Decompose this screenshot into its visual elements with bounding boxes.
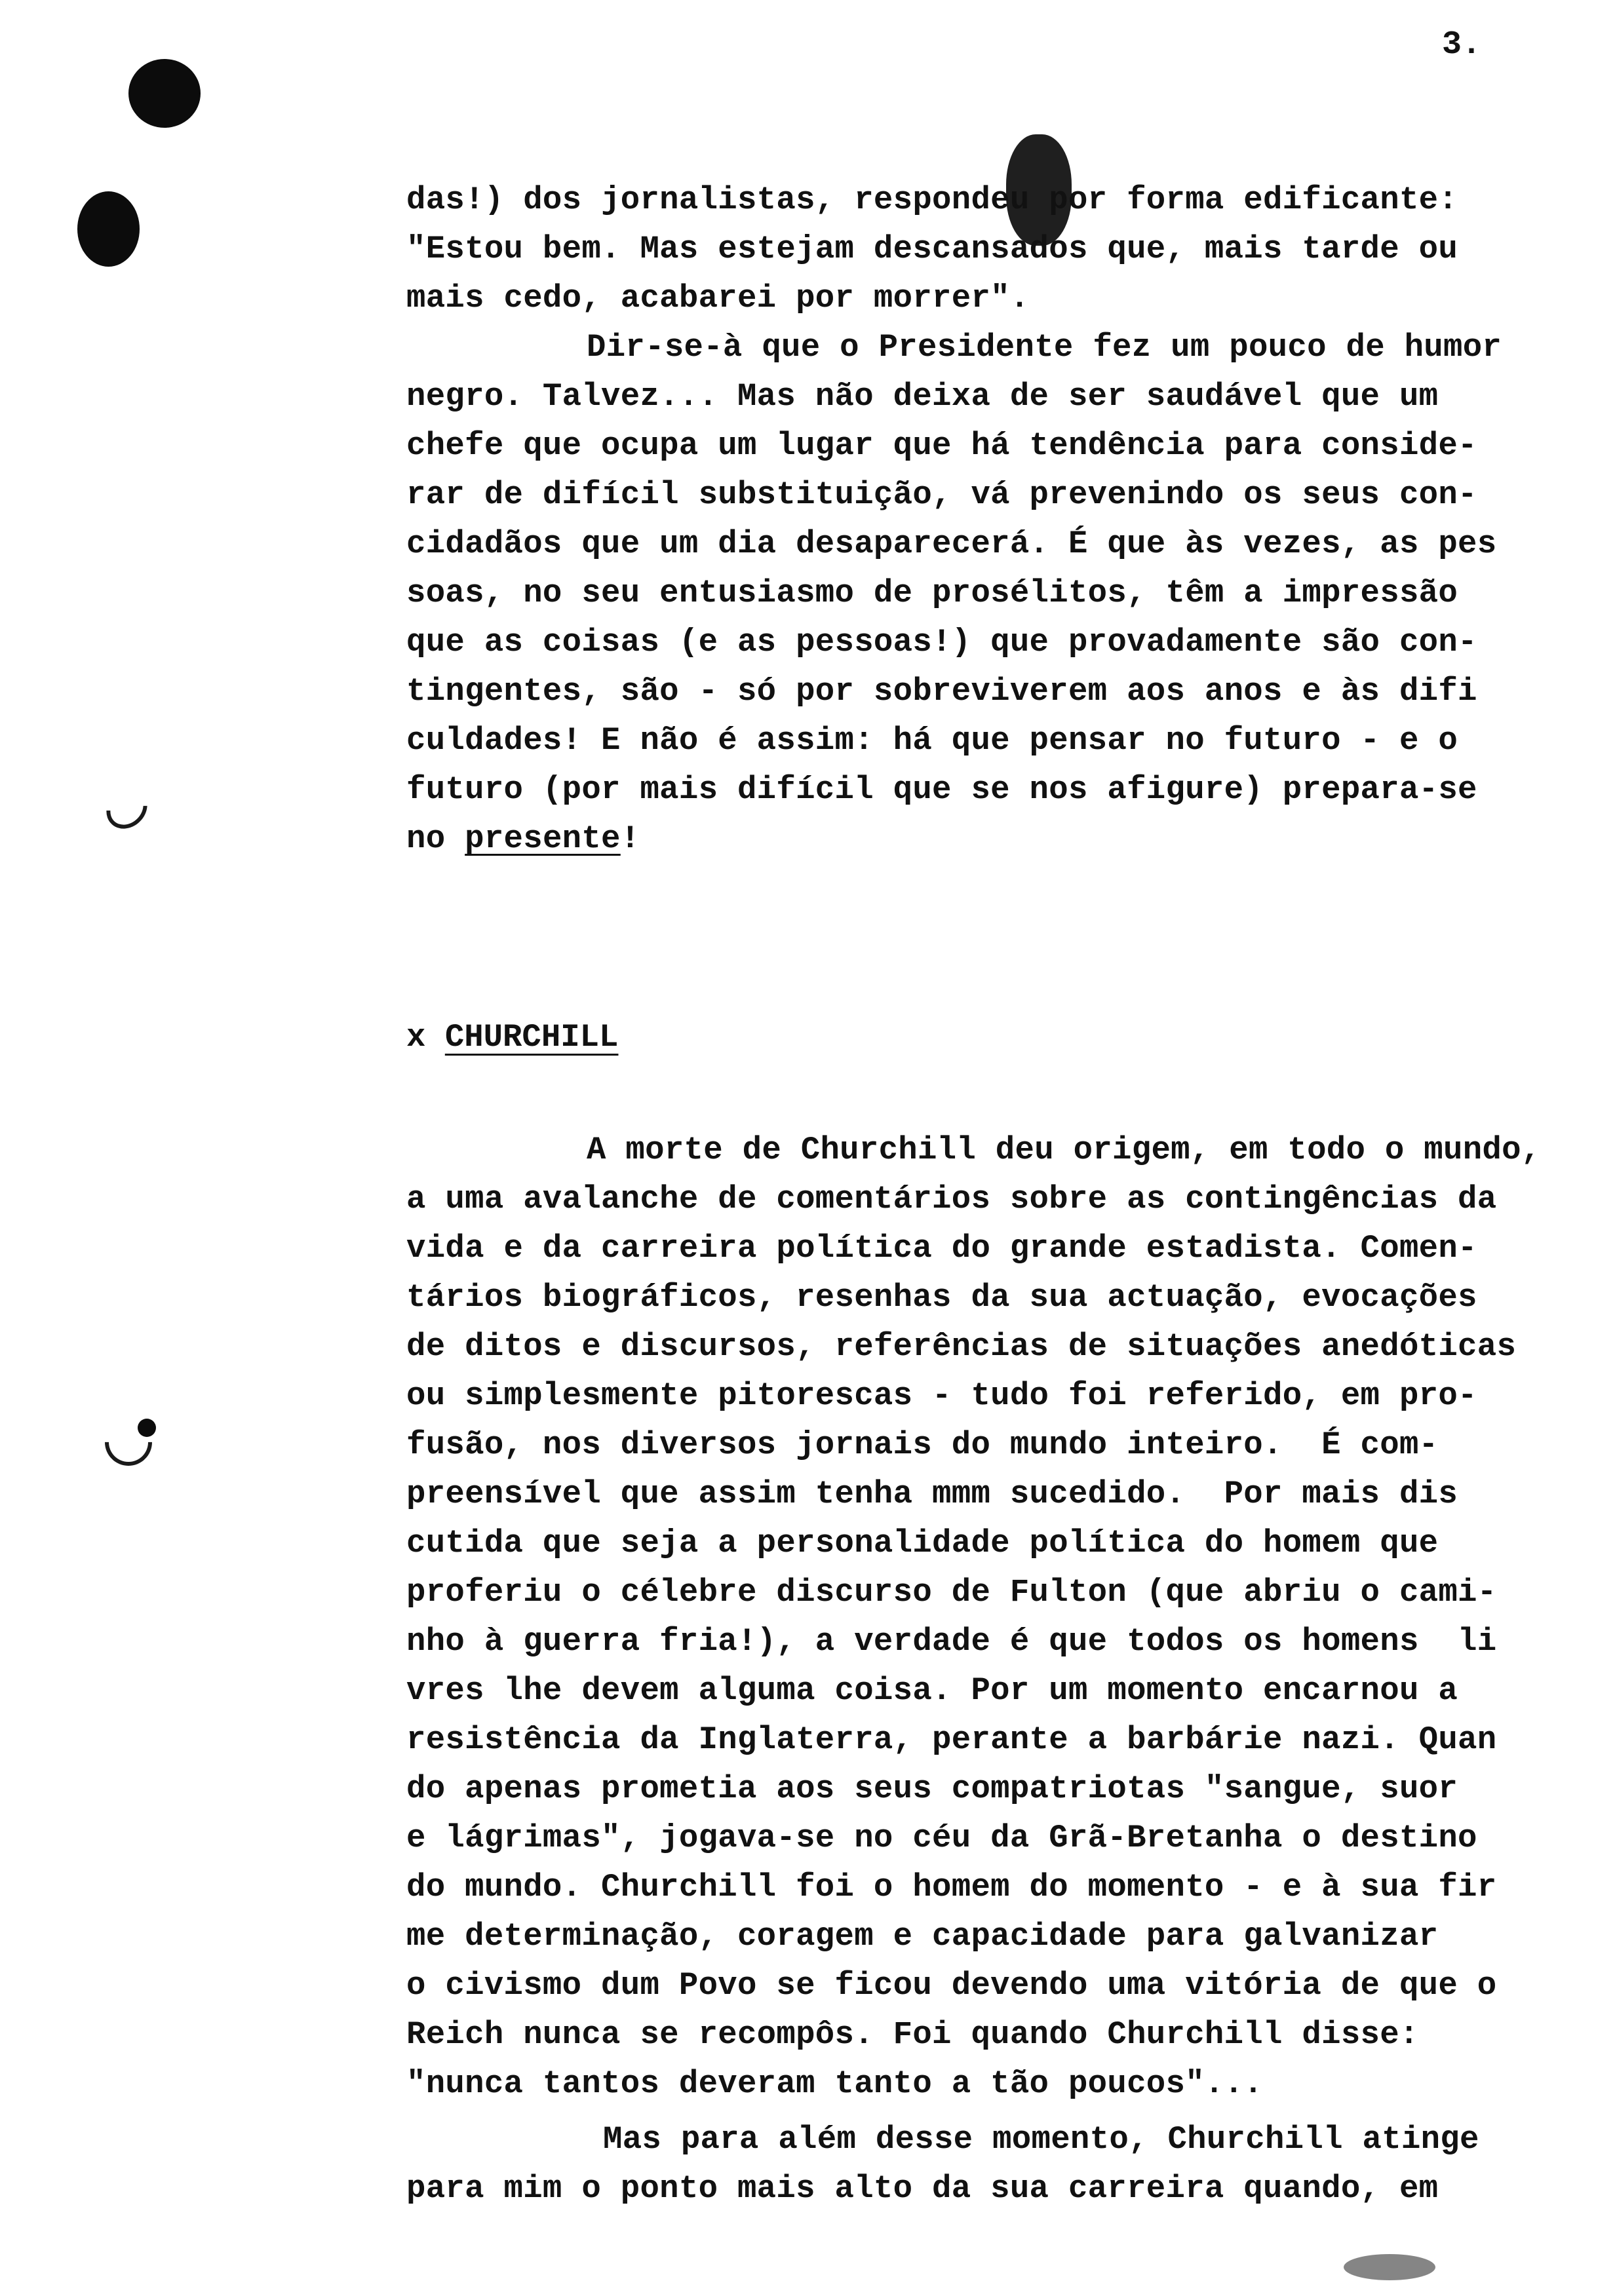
- text-line: resistência da Inglaterra, perante a barbárie nazi. Quan: [406, 1721, 1497, 1758]
- text-line: que as coisas (e as pessoas!) que provadamente são con-: [406, 624, 1477, 660]
- text-line: do mundo. Churchill foi o homem do momento - e à sua fir: [406, 1869, 1497, 1905]
- last-line-suffix: !: [620, 820, 640, 857]
- section-heading: [406, 1019, 618, 1056]
- section-title: CHURCHILL: [444, 1019, 619, 1056]
- text-line: Dir-se-à que o Presidente fez um pouco de humor: [587, 329, 1502, 366]
- text-line: ou simplesmente pitorescas - tudo foi referido, em pro-: [406, 1377, 1477, 1414]
- punch-hole-lower: [95, 1409, 162, 1476]
- text-line: chefe que ocupa um lugar que há tendência para conside-: [406, 427, 1477, 464]
- text-line: negro. Talvez... Mas não deixa de ser saudável que um: [406, 378, 1439, 415]
- text-line: para mim o ponto mais alto da sua carreira quando, em: [406, 2170, 1439, 2207]
- text-line: do apenas prometia aos seus compatriotas "sangue, suor: [406, 1770, 1458, 1807]
- text-line: cutida que seja a personalidade política do homem que: [406, 1525, 1439, 1561]
- text-line: o civismo dum Povo se ficou devendo uma vitória de que o: [406, 1967, 1497, 2004]
- text-line: mais cedo, acabarei por morrer".: [406, 280, 1030, 316]
- text-line: de ditos e discursos, referências de situações anedóticas: [406, 1328, 1517, 1365]
- text-line: vres lhe devem alguma coisa. Por um momento encarnou a: [406, 1672, 1458, 1709]
- text-line: culdades! E não é assim: há que pensar no futuro - e o: [406, 722, 1458, 759]
- text-line: preensível que assim tenha mmm sucedido. Por mais dis: [406, 1476, 1458, 1512]
- text-line: Mas para além desse momento, Churchill atinge: [603, 2121, 1479, 2158]
- last-line-prefix: no: [406, 820, 465, 857]
- text-line: tingentes, são - só por sobreviverem aos anos e às difi: [406, 673, 1477, 710]
- text-line: A morte de Churchill deu origem, em todo o mundo,: [587, 1132, 1541, 1168]
- text-line: me determinação, coragem e capacidade para galvanizar: [406, 1918, 1439, 1955]
- text-line: "Estou bem. Mas estejam descansados que, mais tarde ou: [406, 231, 1458, 267]
- section-marker: x: [406, 1019, 426, 1056]
- text-line: proferiu o célebre discurso de Fulton (que abriu o cami-: [406, 1574, 1497, 1611]
- ink-dot-lower: [138, 1419, 156, 1437]
- text-line: soas, no seu entusiasmo de prosélitos, têm a impressão: [406, 575, 1458, 611]
- text-line: das!) dos jornalistas, respondeu por forma edificante:: [406, 182, 1458, 218]
- text-line: Reich nunca se recompôs. Foi quando Churchill disse:: [406, 2016, 1419, 2053]
- text-line: fusão, nos diversos jornais do mundo inteiro. É com-: [406, 1426, 1439, 1463]
- page-number: 3.: [1442, 26, 1482, 64]
- text-line: rar de difícil substituição, vá prevenindo os seus con-: [406, 476, 1477, 513]
- text-line: a uma avalanche de comentários sobre as contingências da: [406, 1181, 1497, 1217]
- text-line: nho à guerra fria!), a verdade é que todos os homens li: [406, 1623, 1497, 1660]
- text-line: futuro (por mais difícil que se nos afigure) prepara-se: [406, 771, 1477, 808]
- ink-smudge-bottom: [1344, 2254, 1435, 2280]
- punch-hole-upper: [98, 780, 156, 837]
- text-line: tários biográficos, resenhas da sua actuação, evocações: [406, 1279, 1477, 1316]
- text-line: cidadãos que um dia desaparecerá. É que às vezes, as pes: [406, 526, 1497, 562]
- underlined-word: presente: [465, 820, 621, 857]
- text-line-last: [406, 819, 640, 858]
- ink-blot-left: [77, 191, 140, 267]
- text-line: vida e da carreira política do grande estadista. Comen-: [406, 1230, 1477, 1267]
- text-line: e lágrimas", jogava-se no céu da Grã-Bretanha o destino: [406, 1820, 1477, 1856]
- ink-blot-top: [128, 59, 201, 128]
- text-line: "nunca tantos deveram tanto a tão poucos"...: [406, 2065, 1264, 2102]
